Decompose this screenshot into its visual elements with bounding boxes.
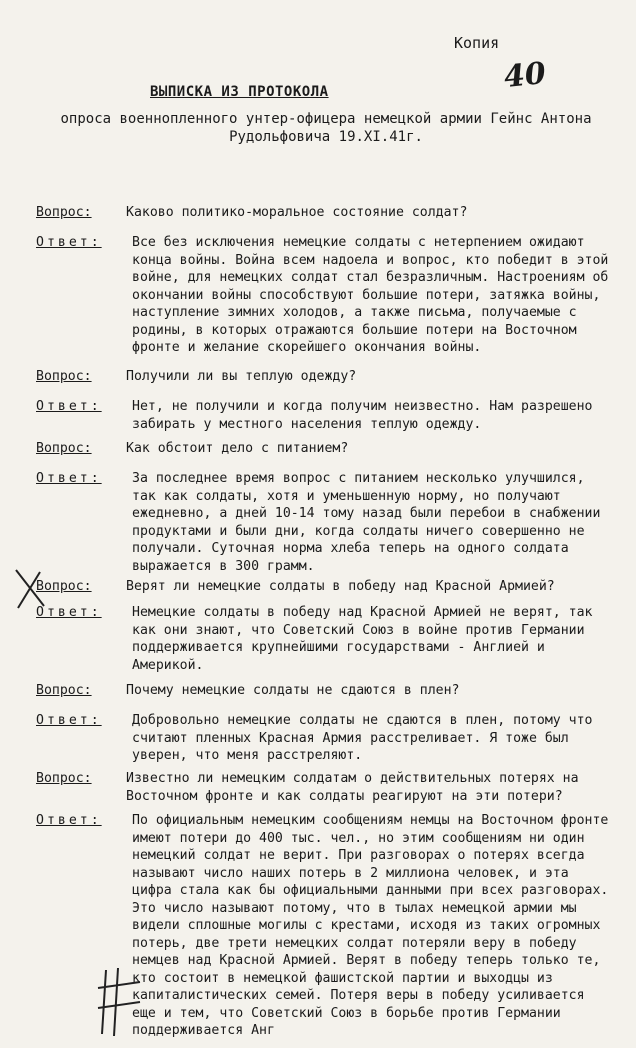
question-text: Получили ли вы теплую одежду? <box>126 369 357 384</box>
answer-1 <box>36 234 616 357</box>
question-1 <box>36 204 616 222</box>
answer-label: Ответ: <box>36 471 102 486</box>
question-text: Каково политико-моральное состояние солдат? <box>126 205 468 220</box>
answer-5 <box>36 712 616 765</box>
document-subtitle: опроса военнопленного унтер-офицера немецкой армии Гейнс Антона Рудольфовича 19.XI.41г. <box>60 111 592 145</box>
question-label: Вопрос: <box>36 683 92 698</box>
question-label: Вопрос: <box>36 205 92 220</box>
answer-2 <box>36 398 616 433</box>
question-text: Верят ли немецкие солдаты в победу над Красной Армией? <box>126 579 555 594</box>
question-text: Известно ли немецким солдатам о действительных потерях на Восточном фронте и как солдаты реагируют на эти потери? <box>126 771 579 804</box>
answer-4 <box>36 604 616 674</box>
answer-text: Добровольно немецкие солдаты не сдаются в плен, потому что считают пленных Красная Армия расстреливает. Я тоже был уверен, что меня расстреляют. <box>132 713 593 763</box>
question-3 <box>36 440 616 458</box>
copy-label: Копия <box>454 34 500 52</box>
question-text: Почему немецкие солдаты не сдаются в плен? <box>126 683 460 698</box>
margin-hatch-mark <box>96 964 144 1040</box>
margin-cross-mark <box>10 566 50 612</box>
question-6 <box>36 770 616 805</box>
question-label: Вопрос: <box>36 369 92 384</box>
answer-label: Ответ: <box>36 713 102 728</box>
answer-text: По официальным немецким сообщениям немцы на Восточном фронте имеют потери до 400 тыс. чел., но этим сообщениям ни один немецкий солдат не верит. При разговорах о потерях всегда называют число наших потерь в 2 миллиона человек, и эта цифра стала как бы официальными данными при всех разговорах. Это число называют потому, что в тылах немецкой армии мы видели сплошные могилы с крестами, исходя из таких огромных потерь, две трети немецких солдат потеряли веру в победу немцев над Красной Армией. Верят в победу теперь только те, кто состоит в немецкой фашистской партии и выходцы из капиталистических семей. Потеря веры в победу усиливается еще и тем, что Советский Союз в борьбе против Германии поддерживается Анг <box>132 813 609 1038</box>
question-5 <box>36 682 616 700</box>
answer-text: Все без исключения немецкие солдаты с нетерпением ожидают конца войны. Война всем надоела и вопрос, кто победит в этой войне, для немецких солдат стал безразличным. Настроениям об окончании войны способствуют большие потери, затяжка войны, наступление зимних холодов, а также письма, получаемые с родины, в которых отражаются большие потери на Восточном фронте и желание скорейшего окончания войны. <box>132 235 609 355</box>
document-title: ВЫПИСКА ИЗ ПРОТОКОЛА <box>150 84 329 100</box>
answer-3 <box>36 470 616 575</box>
question-2 <box>36 368 616 386</box>
question-text: Как обстоит дело с питанием? <box>126 441 349 456</box>
answer-label: Ответ: <box>36 813 102 828</box>
handwritten-number: 40 <box>502 55 548 96</box>
answer-label: Ответ: <box>36 605 102 620</box>
answer-label: Ответ: <box>36 235 102 250</box>
answer-text: Нет, не получили и когда получим неизвестно. Нам разрешено забирать у местного населения теплую одежду. <box>132 399 593 432</box>
question-4 <box>36 578 616 596</box>
question-label: Вопрос: <box>36 771 92 786</box>
answer-text: Немецкие солдаты в победу над Красной Армией не верят, так как они знают, что Советский Союз в войне против Германии поддерживается крупнейшими государствами - Англией и Америкой. <box>132 605 593 673</box>
question-label: Вопрос: <box>36 441 92 456</box>
answer-text: За последнее время вопрос с питанием несколько улучшился, так как солдаты, хотя и уменьшенную норму, но получают ежедневно, а дней 10-14 тому назад были перебои в снабжении продуктами и были дни, когда солдаты ничего совершенно не получали. Суточная норма хлеба теперь на одного солдата выражается в 300 грамм. <box>132 471 601 574</box>
answer-label: Ответ: <box>36 399 102 414</box>
question-label: Вопрос: <box>36 579 92 594</box>
